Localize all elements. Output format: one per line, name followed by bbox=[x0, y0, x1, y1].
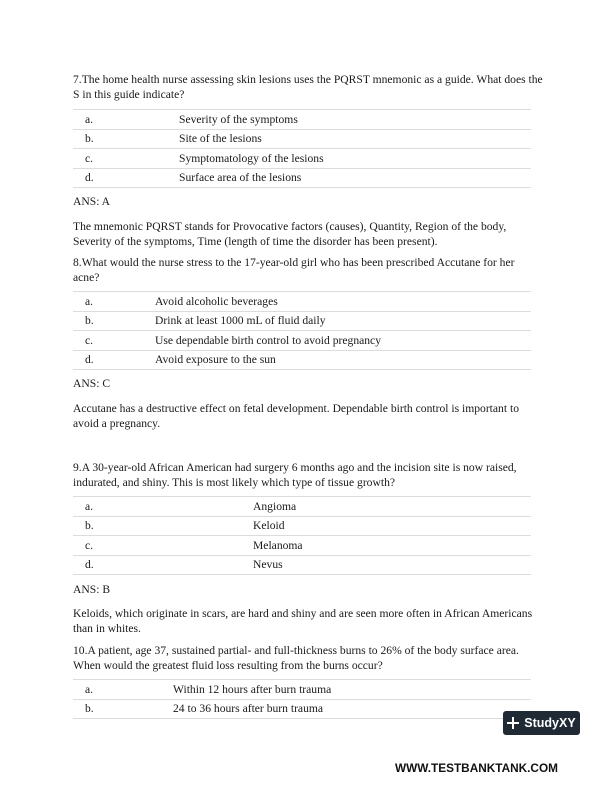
option-text: Avoid exposure to the sun bbox=[143, 350, 531, 370]
option-text: Site of the lesions bbox=[167, 129, 531, 149]
option-letter: c. bbox=[73, 536, 241, 556]
plus-icon bbox=[507, 717, 519, 729]
footer-website: WWW.TESTBANKTANK.COM bbox=[395, 761, 558, 775]
brand-text: Study bbox=[524, 716, 560, 730]
option-row bbox=[73, 331, 531, 351]
option-letter: d. bbox=[73, 350, 143, 370]
question-7-options bbox=[73, 109, 531, 188]
option-row bbox=[73, 311, 531, 331]
option-row bbox=[73, 129, 531, 149]
option-text: Nevus bbox=[241, 555, 531, 575]
option-text: Drink at least 1000 mL of fluid daily bbox=[143, 311, 531, 331]
option-letter: d. bbox=[73, 555, 241, 575]
option-letter: b. bbox=[73, 516, 241, 536]
question-7-rationale: The mnemonic PQRST stands for Provocative factors (causes), Quantity, Region of the body, Severity of the symptoms, Time (length of time the disorder has been present). bbox=[73, 220, 507, 248]
question-9-rationale: Keloids, which originate in scars, are hard and shiny and are seen more often in African Americans than in whites. bbox=[73, 607, 533, 635]
option-text: Use dependable birth control to avoid pregnancy bbox=[143, 331, 531, 351]
option-letter: b. bbox=[73, 311, 143, 331]
question-7-answer: ANS: A bbox=[73, 195, 111, 208]
studyxy-badge[interactable] bbox=[503, 711, 580, 735]
option-text: Angioma bbox=[241, 497, 531, 517]
option-text: Symptomatology of the lesions bbox=[167, 149, 531, 169]
option-text: Within 12 hours after burn trauma bbox=[161, 680, 531, 700]
option-letter: b. bbox=[73, 129, 167, 149]
option-row bbox=[73, 149, 531, 169]
question-8-answer: ANS: C bbox=[73, 377, 111, 390]
option-row bbox=[73, 536, 531, 556]
option-letter: b. bbox=[73, 699, 161, 719]
option-text: Melanoma bbox=[241, 536, 531, 556]
question-9-stem: 9.A 30-year-old African American had surgery 6 months ago and the incision site is now raised, indurated, and shiny. This is most likely which type of tissue growth? bbox=[73, 461, 517, 489]
option-letter: d. bbox=[73, 168, 167, 188]
option-letter: c. bbox=[73, 331, 143, 351]
question-10-stem: 10.A patient, age 37, sustained partial- and full-thickness burns to 26% of the body surface area. When would the greatest fluid loss resulting from the burns occur? bbox=[73, 644, 519, 672]
option-text: Severity of the symptoms bbox=[167, 110, 531, 130]
option-text: Surface area of the lesions bbox=[167, 168, 531, 188]
option-text: 24 to 36 hours after burn trauma bbox=[161, 699, 531, 719]
brand-accent-text: XY bbox=[559, 716, 576, 730]
option-row bbox=[73, 110, 531, 130]
option-text: Keloid bbox=[241, 516, 531, 536]
option-row bbox=[73, 350, 531, 370]
question-9-answer: ANS: B bbox=[73, 583, 111, 596]
option-row bbox=[73, 555, 531, 575]
option-row bbox=[73, 680, 531, 700]
option-letter: c. bbox=[73, 149, 167, 169]
option-letter: a. bbox=[73, 497, 241, 517]
option-row bbox=[73, 497, 531, 517]
question-8-options bbox=[73, 291, 531, 370]
question-10-options bbox=[73, 679, 531, 719]
question-8-stem: 8.What would the nurse stress to the 17-year-old girl who has been prescribed Accutane for her acne? bbox=[73, 256, 515, 284]
option-text: Avoid alcoholic beverages bbox=[143, 292, 531, 312]
studyxy-logo-text bbox=[524, 716, 575, 730]
question-7-stem: 7.The home health nurse assessing skin lesions uses the PQRST mnemonic as a guide. What does the S in this guide indicate? bbox=[73, 73, 543, 101]
question-8-rationale: Accutane has a destructive effect on fetal development. Dependable birth control is important to avoid a pregnancy. bbox=[73, 402, 519, 430]
option-row bbox=[73, 168, 531, 188]
option-row bbox=[73, 699, 531, 719]
option-letter: a. bbox=[73, 292, 143, 312]
question-9-options bbox=[73, 496, 531, 575]
option-letter: a. bbox=[73, 110, 167, 130]
option-row bbox=[73, 516, 531, 536]
option-letter: a. bbox=[73, 680, 161, 700]
option-row bbox=[73, 292, 531, 312]
